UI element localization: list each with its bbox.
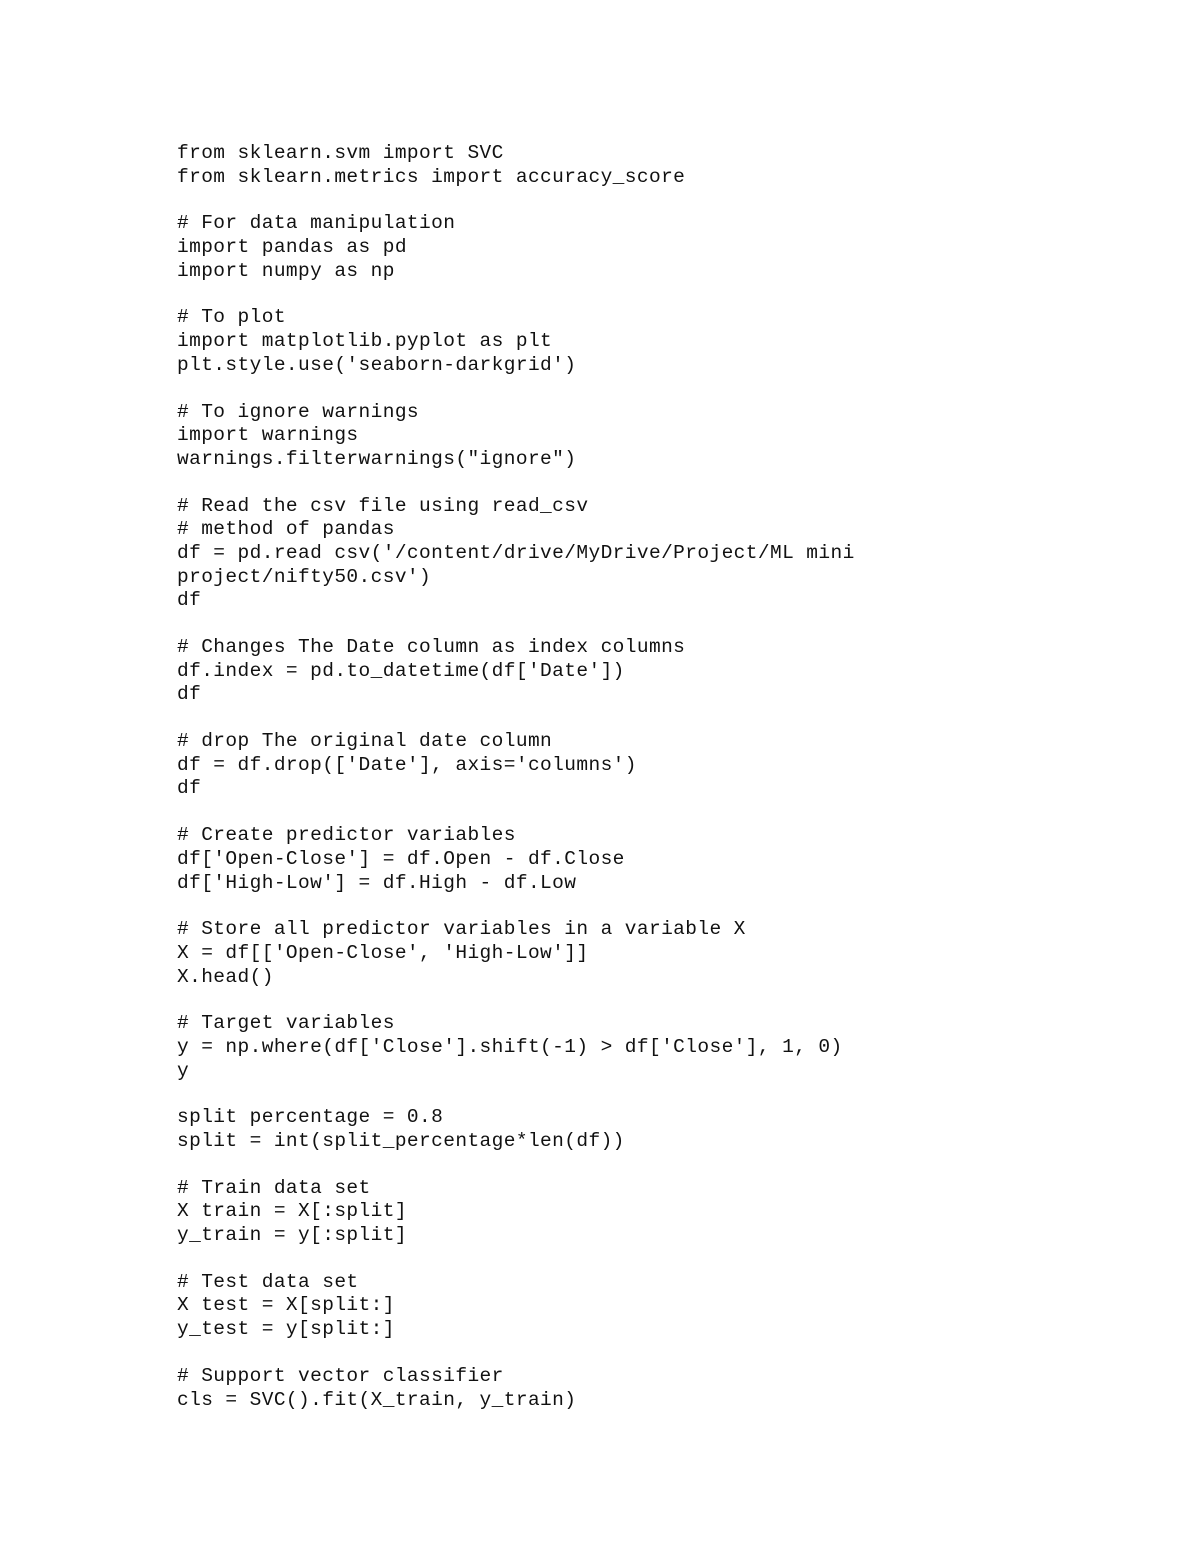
code-comment-line: # Store all predictor variables in a variable X	[177, 918, 746, 941]
code-line: from sklearn.svm import SVC	[177, 142, 504, 164]
code-line: df['Open-Close'] = df.Open - df.Close	[177, 847, 625, 870]
code-block	[177, 1365, 1137, 1412]
code-comment-line: # To plot	[177, 306, 286, 329]
code-comment-line: # drop The original date column	[177, 730, 553, 753]
code-comment-line: # Changes The Date column as index columns	[177, 636, 686, 658]
code-line: df	[177, 589, 202, 612]
code-comment-line: # Support vector classifier	[177, 1364, 504, 1387]
code-line: import matplotlib.pyplot as plt	[177, 330, 553, 353]
code-block	[177, 1271, 1137, 1342]
code-line: import warnings	[177, 424, 359, 447]
code-line: df = pd.read csv('/content/drive/MyDrive/Project/ML mini	[177, 541, 855, 564]
code-comment-line: # To ignore warnings	[177, 400, 420, 423]
code-line: warnings.filterwarnings("ignore")	[177, 447, 577, 470]
code-line: import numpy as np	[177, 259, 395, 282]
code-line: y	[177, 1059, 190, 1082]
code-line: cls = SVC().fit(X_train, y_train)	[177, 1388, 577, 1411]
code-line: y_test = y[split:]	[177, 1318, 395, 1341]
code-line: split = int(split_percentage*len(df))	[177, 1130, 625, 1152]
code-line: plt.style.use('seaborn-darkgrid')	[177, 353, 577, 376]
code-line: split percentage = 0.8	[177, 1106, 444, 1129]
code-line: y = np.where(df['Close'].shift(-1) > df['Close'], 1, 0)	[177, 1035, 843, 1058]
code-line: X train = X[:split]	[177, 1200, 407, 1223]
code-line: df.index = pd.to_datetime(df['Date'])	[177, 659, 625, 682]
code-line: import pandas as pd	[177, 236, 407, 259]
code-block	[177, 824, 1137, 895]
code-comment-line: # Target variables	[177, 1012, 395, 1035]
code-block	[177, 730, 1137, 801]
code-comment-line: # Train data set	[177, 1176, 371, 1199]
code-block	[177, 212, 1137, 283]
code-line: X test = X[split:]	[177, 1294, 395, 1317]
code-line: df = df.drop(['Date'], axis='columns')	[177, 753, 637, 776]
code-block	[177, 495, 1137, 613]
code-line: X.head()	[177, 965, 274, 988]
code-line: df	[177, 683, 202, 706]
code-block	[177, 142, 1137, 189]
code-line: project/nifty50.csv')	[177, 565, 432, 588]
code-line: df['High-Low'] = df.High - df.Low	[177, 871, 577, 894]
code-block	[177, 306, 1137, 377]
code-block	[177, 401, 1137, 472]
code-comment-line: # For data manipulation	[177, 212, 456, 235]
code-listing	[177, 142, 1137, 1435]
code-comment-line: # Read the csv file using read_csv	[177, 494, 589, 517]
code-line: y_train = y[:split]	[177, 1224, 407, 1247]
code-block	[177, 1106, 1137, 1153]
code-block	[177, 1177, 1137, 1248]
code-line: from sklearn.metrics import accuracy_score	[177, 165, 686, 188]
code-block	[177, 918, 1137, 989]
code-block	[177, 636, 1137, 707]
code-block	[177, 1012, 1137, 1083]
code-comment-line: # Create predictor variables	[177, 824, 516, 847]
code-line: df	[177, 777, 202, 800]
code-line: X = df[['Open-Close', 'High-Low']]	[177, 941, 589, 964]
code-comment-line: # method of pandas	[177, 518, 395, 541]
code-comment-line: # Test data set	[177, 1270, 359, 1293]
